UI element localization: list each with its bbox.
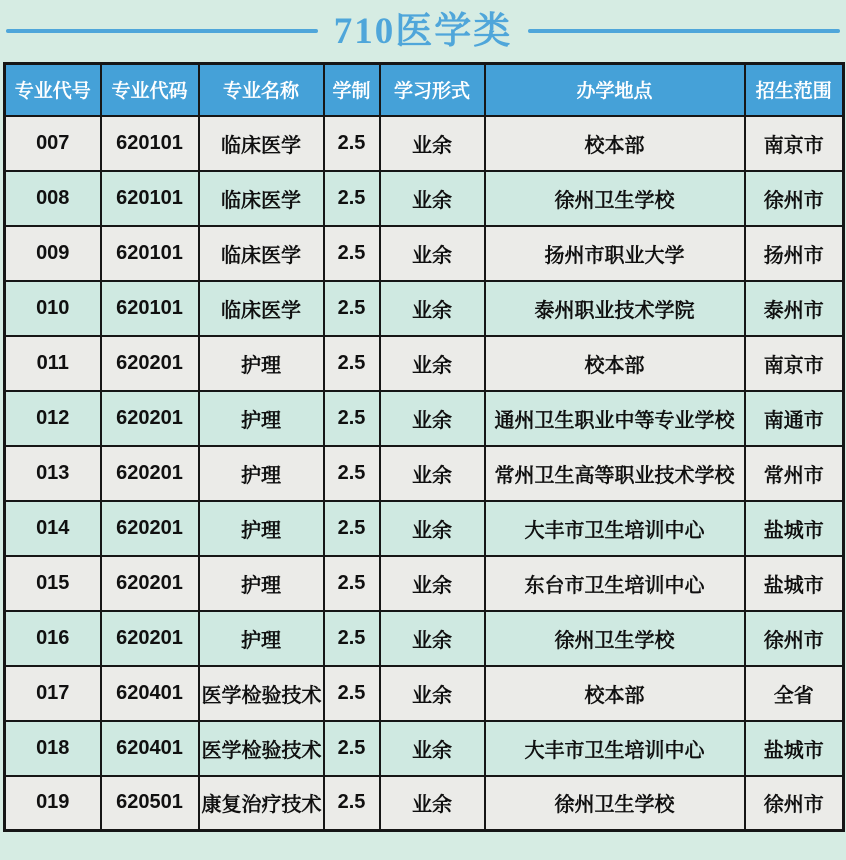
table-cell: 康复治疗技术: [199, 776, 324, 831]
table-cell: 业余: [380, 721, 485, 776]
table-cell: 南京市: [745, 336, 844, 391]
col-header-location: 办学地点: [485, 64, 745, 116]
col-header-major-code: 专业代码: [101, 64, 199, 116]
table-cell: 徐州卫生学校: [485, 776, 745, 831]
programs-table: [3, 62, 845, 832]
table-cell: 校本部: [485, 336, 745, 391]
table-cell: 620101: [101, 116, 199, 171]
table-cell: 临床医学: [199, 171, 324, 226]
table-cell: 业余: [380, 171, 485, 226]
table-cell: 校本部: [485, 666, 745, 721]
table-cell: 2.5: [324, 226, 380, 281]
table-cell: 620201: [101, 611, 199, 666]
table-cell: 通州卫生职业中等专业学校: [485, 391, 745, 446]
col-header-major-number: 专业代号: [5, 64, 101, 116]
table-cell: 2.5: [324, 666, 380, 721]
table-cell: 护理: [199, 446, 324, 501]
table-cell: 业余: [380, 556, 485, 611]
table-cell: 南京市: [745, 116, 844, 171]
table-cell: 2.5: [324, 336, 380, 391]
table-cell: 医学检验技术: [199, 666, 324, 721]
table-cell: 017: [5, 666, 101, 721]
table-cell: 常州卫生高等职业技术学校: [485, 446, 745, 501]
table-cell: 业余: [380, 336, 485, 391]
table-cell: 常州市: [745, 446, 844, 501]
table-cell: 620101: [101, 171, 199, 226]
table-cell: 2.5: [324, 556, 380, 611]
table-cell: 008: [5, 171, 101, 226]
table-cell: 016: [5, 611, 101, 666]
table-cell: 业余: [380, 391, 485, 446]
table-row: [5, 281, 844, 336]
table-cell: 2.5: [324, 171, 380, 226]
table-cell: 2.5: [324, 281, 380, 336]
table-body: [5, 116, 844, 831]
col-header-duration: 学制: [324, 64, 380, 116]
table-cell: 620201: [101, 556, 199, 611]
table-cell: 临床医学: [199, 116, 324, 171]
table-cell: 大丰市卫生培训中心: [485, 501, 745, 556]
page-header: [0, 0, 846, 62]
table-cell: 业余: [380, 116, 485, 171]
table-cell: 620401: [101, 666, 199, 721]
table-cell: 徐州市: [745, 171, 844, 226]
table-cell: 校本部: [485, 116, 745, 171]
table-cell: 013: [5, 446, 101, 501]
table-cell: 2.5: [324, 446, 380, 501]
table-cell: 护理: [199, 336, 324, 391]
table-cell: 2.5: [324, 501, 380, 556]
table-cell: 010: [5, 281, 101, 336]
table-cell: 620201: [101, 336, 199, 391]
table-cell: 盐城市: [745, 556, 844, 611]
table-cell: 护理: [199, 391, 324, 446]
table-cell: 徐州卫生学校: [485, 611, 745, 666]
col-header-enrollment-scope: 招生范围: [745, 64, 844, 116]
table-cell: 009: [5, 226, 101, 281]
table-row: [5, 336, 844, 391]
table-cell: 620201: [101, 446, 199, 501]
table-cell: 012: [5, 391, 101, 446]
table-cell: 盐城市: [745, 501, 844, 556]
table-cell: 全省: [745, 666, 844, 721]
table-cell: 扬州市职业大学: [485, 226, 745, 281]
table-row: [5, 556, 844, 611]
table-cell: 业余: [380, 666, 485, 721]
table-cell: 业余: [380, 776, 485, 831]
table-cell: 临床医学: [199, 281, 324, 336]
table-cell: 620501: [101, 776, 199, 831]
table-row: [5, 226, 844, 281]
table-cell: 护理: [199, 556, 324, 611]
table-cell: 大丰市卫生培训中心: [485, 721, 745, 776]
table-row: [5, 666, 844, 721]
table-cell: 007: [5, 116, 101, 171]
page-title: 710医学类: [333, 10, 513, 52]
table-cell: 2.5: [324, 391, 380, 446]
table-row: [5, 391, 844, 446]
table-cell: 徐州市: [745, 776, 844, 831]
col-header-major-name: 专业名称: [199, 64, 324, 116]
table-row: [5, 611, 844, 666]
table-cell: 泰州职业技术学院: [485, 281, 745, 336]
table-cell: 业余: [380, 611, 485, 666]
table-cell: 盐城市: [745, 721, 844, 776]
table-cell: 扬州市: [745, 226, 844, 281]
table-cell: 南通市: [745, 391, 844, 446]
table-row: [5, 721, 844, 776]
table-row: [5, 171, 844, 226]
table-cell: 019: [5, 776, 101, 831]
table-cell: 泰州市: [745, 281, 844, 336]
table-cell: 业余: [380, 226, 485, 281]
table-cell: 徐州卫生学校: [485, 171, 745, 226]
table-cell: 014: [5, 501, 101, 556]
table-row: [5, 776, 844, 831]
col-header-study-form: 学习形式: [380, 64, 485, 116]
table-cell: 东台市卫生培训中心: [485, 556, 745, 611]
table-row: [5, 501, 844, 556]
table-cell: 业余: [380, 501, 485, 556]
table-cell: 620101: [101, 281, 199, 336]
table-cell: 2.5: [324, 721, 380, 776]
table-row: [5, 116, 844, 171]
table-cell: 业余: [380, 446, 485, 501]
table-row: [5, 446, 844, 501]
table-cell: 2.5: [324, 116, 380, 171]
table-cell: 620401: [101, 721, 199, 776]
table-cell: 2.5: [324, 776, 380, 831]
table-cell: 2.5: [324, 611, 380, 666]
table-cell: 业余: [380, 281, 485, 336]
title-divider-left: [6, 29, 318, 33]
table-cell: 护理: [199, 611, 324, 666]
table-cell: 徐州市: [745, 611, 844, 666]
table-cell: 护理: [199, 501, 324, 556]
table-cell: 620201: [101, 501, 199, 556]
table-cell: 015: [5, 556, 101, 611]
table-cell: 临床医学: [199, 226, 324, 281]
table-cell: 018: [5, 721, 101, 776]
title-divider-right: [528, 29, 840, 33]
table-header-row: [5, 64, 844, 116]
table-cell: 620101: [101, 226, 199, 281]
table-cell: 011: [5, 336, 101, 391]
table-cell: 620201: [101, 391, 199, 446]
table-cell: 医学检验技术: [199, 721, 324, 776]
